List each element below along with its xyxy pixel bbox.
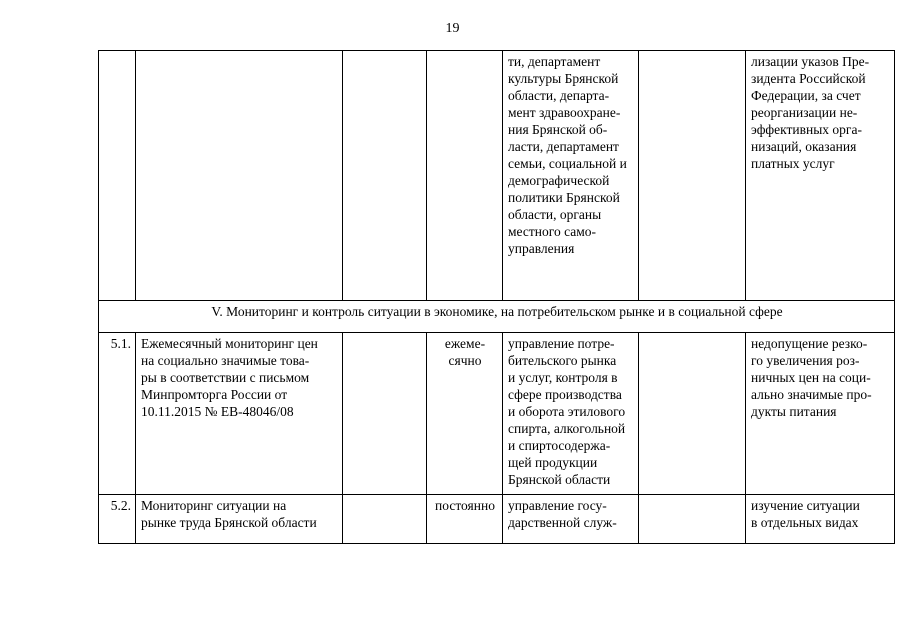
result-text: изучение ситуации в отдельных видах xyxy=(751,498,860,530)
cell-empty xyxy=(343,51,427,301)
name-text: Мониторинг ситуации на рынке труда Брянской области xyxy=(141,498,317,530)
section-row xyxy=(99,301,895,333)
cell-num xyxy=(99,51,136,301)
cell-name xyxy=(136,333,343,495)
section-heading: V. Мониторинг и контроль ситуации в экономике, на потребительском рынке и в социальной сфере xyxy=(99,301,895,333)
cell-num: 5.2. xyxy=(99,495,136,544)
responsible-text: управление потре- бительского рынка и услуг, контроля в сфере производства и оборота этилового спирта, алкогольной и спиртосодержа- щей продукции Брянской области xyxy=(508,336,626,487)
cell-responsible xyxy=(503,495,639,544)
cell-empty xyxy=(343,495,427,544)
cell-empty xyxy=(639,495,746,544)
result-text: лизации указов Пре- зидента Российской Федерации, за счет реорганизации не- эффективных орга- низаций, оказания платных услуг xyxy=(751,54,870,171)
cell-result xyxy=(746,51,895,301)
cell-period xyxy=(427,51,503,301)
responsible-text: управление госу- дарственной служ- xyxy=(508,498,617,530)
cell-num: 5.1. xyxy=(99,333,136,495)
plan-table xyxy=(98,50,895,544)
cell-period xyxy=(427,333,503,495)
result-text: недопущение резко- го увеличения роз- ничных цен на соци- ально значимые про- дукты питания xyxy=(751,336,872,419)
cell-period: постоянно xyxy=(427,495,503,544)
cell-responsible xyxy=(503,51,639,301)
cell-name xyxy=(136,51,343,301)
cell-empty xyxy=(639,333,746,495)
period-text: ежеме- сячно xyxy=(444,336,486,368)
cell-responsible xyxy=(503,333,639,495)
name-text: Ежемесячный мониторинг цен на социально значимые това- ры в соответствии с письмом Минпромторга России от 10.11.2015 № ЕВ-48046/08 xyxy=(141,336,318,419)
cell-result xyxy=(746,495,895,544)
table-row-5-1 xyxy=(99,333,895,495)
table-row-continued xyxy=(99,51,895,301)
cell-name xyxy=(136,495,343,544)
cell-empty xyxy=(639,51,746,301)
responsible-text: ти, департамент культуры Брянской области, департа- мент здравоохране- ния Брянской об- ласти, департамент семьи, социальной и демографической политики Брянской области, органы местного само- управления xyxy=(508,54,627,256)
cell-empty xyxy=(343,333,427,495)
page-number: 19 xyxy=(445,21,460,36)
cell-result xyxy=(746,333,895,495)
table-row-5-2 xyxy=(99,495,895,544)
